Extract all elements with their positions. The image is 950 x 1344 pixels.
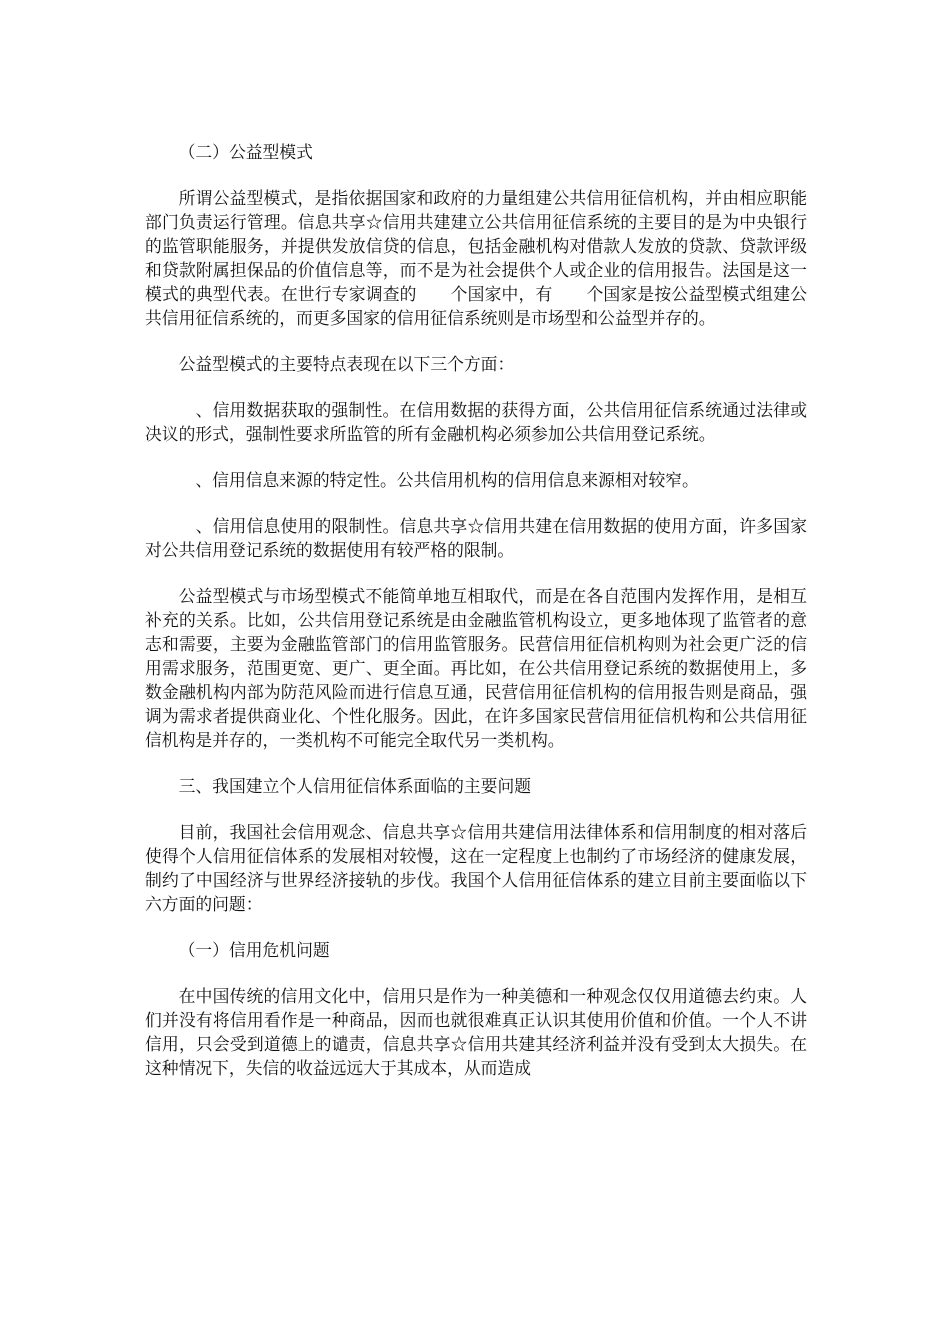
section-heading-credit-crisis: （一）信用危机问题 [178,940,330,960]
paragraph-definition: 所谓公益型模式，是指依据国家和政府的力量组建公共信用征信机构，并由相应职能部门负责运行管理。信息共享☆信用共建建立公共信用征信系统的主要目的是为中央银行的监管职能服务，并提供发放信贷的信息，包括金融机构对借款人发放的贷款、贷款评级和贷款附属担保品的价值信息等，而不是为社会提供个人或企业的信用报告。法国是这一模式的典型代表。在世行专家调查的 个国家中，有 个国家是按公益型模式组建公共信用征信系统的，而更多国家的信用征信系统则是市场型和公益型并存的。 [145,188,807,328]
section-heading-main-problems: 三、我国建立个人信用征信体系面临的主要问题 [178,776,532,796]
paragraph-complementary-models: 公益型模式与市场型模式不能简单地互相取代，而是在各自范围内发挥作用，是相互补充的关系。比如，公共信用登记系统是由金融监管机构设立，更多地体现了监管者的意志和需要，主要为金融监管部门的信用监管服务。民营信用征信机构则为社会更广泛的信用需求服务，范围更宽、更广、更全面。再比如，在公共信用登记系统的数据使用上，多数金融机构内部为防范风险而进行信息互通，民营信用征信机构的信用报告则是商品，强调为需求者提供商业化、个性化服务。因此，在许多国家民营信用征信机构和公共信用征信机构是并存的，一类机构不可能完全取代另一类机构。 [145,586,807,750]
paragraph-current-situation: 目前，我国社会信用观念、信息共享☆信用共建信用法律体系和信用制度的相对落后使得个人信用征信体系的发展相对较慢，这在一定程度上也制约了市场经济的健康发展，制约了中国经济与世界经济接轨的步伐。我国个人信用征信体系的建立目前主要面临以下六方面的问题： [145,822,807,914]
paragraph-features-intro: 公益型模式的主要特点表现在以下三个方面： [178,354,515,374]
list-item-restricted-use: 、信用信息使用的限制性。信息共享☆信用共建在信用数据的使用方面，许多国家对公共信用登记系统的数据使用有较严格的限制。 [145,516,807,560]
paragraph-traditional-credit-culture: 在中国传统的信用文化中，信用只是作为一种美德和一种观念仅仅用道德去约束。人们并没有将信用看作是一种商品，因而也就很难真正认识其使用价值和价值。一个人不讲信用，只会受到道德上的谴责，信息共享☆信用共建其经济利益并没有受到太大损失。在这种情况下，失信的收益远远大于其成本，从而造成 [145,986,807,1078]
section-heading-public-welfare-model: （二）公益型模式 [178,142,313,162]
list-item-mandatory-data: 、信用数据获取的强制性。在信用数据的获得方面，公共信用征信系统通过法律或决议的形式，强制性要求所监管的所有金融机构必须参加公共信用登记系统。 [145,400,807,444]
list-item-specific-source: 、信用信息来源的特定性。公共信用机构的信用信息来源相对较窄。 [178,470,699,490]
document-body [145,140,807,1080]
